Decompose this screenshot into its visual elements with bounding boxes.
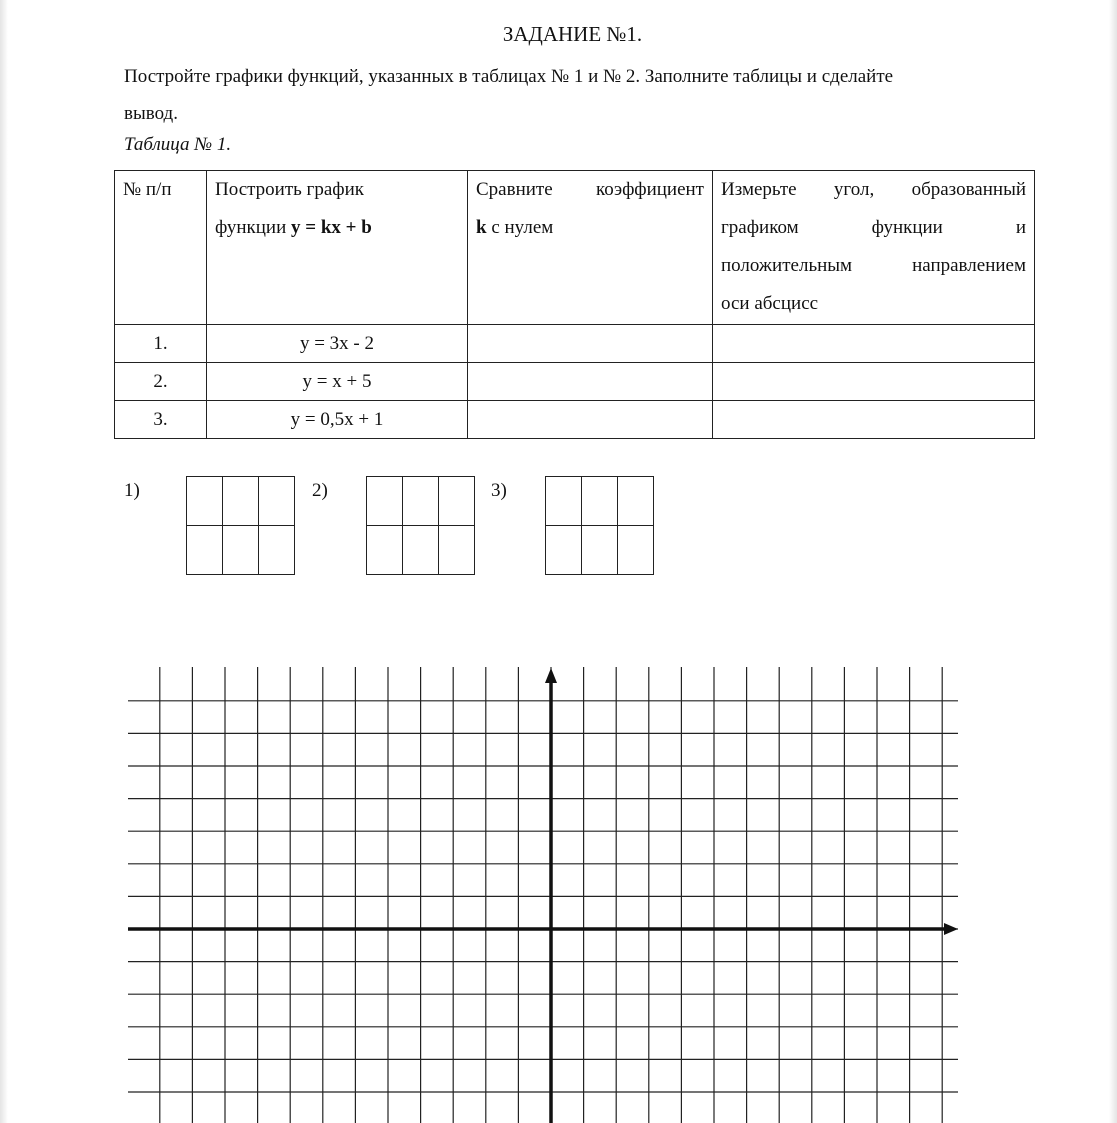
header-k-symbol: k — [476, 217, 487, 238]
header-compare-k-rest: с нулем — [486, 217, 554, 238]
row-number: 3. — [115, 401, 207, 439]
header-angle-line3: положительным направлением — [721, 255, 1026, 276]
grid-lines — [128, 667, 958, 1123]
instructions-line-1: Постройте графики функций, указанных в таблицах № 1 и № 2. Заполните таблицы и сделайте — [124, 66, 894, 87]
header-angle-line1: Измерьте угол, образованный — [721, 179, 1026, 200]
row-function: y = x + 5 — [207, 363, 468, 401]
row-function: y = 3x - 2 — [207, 325, 468, 363]
answer-label-2: 2) — [312, 480, 328, 501]
answer-label-1: 1) — [124, 480, 140, 501]
answer-label-3: 3) — [491, 480, 507, 501]
header-formula: y = kx + b — [291, 217, 372, 238]
x-axis-arrow-icon — [944, 923, 958, 935]
row-number: 1. — [115, 325, 207, 363]
header-angle-line4: оси абсцисс — [721, 293, 819, 314]
row-number: 2. — [115, 363, 207, 401]
y-axis-arrow-icon — [545, 668, 557, 683]
task-title: ЗАДАНИЕ №1. — [502, 22, 643, 46]
header-number-text: № п/п — [123, 179, 172, 200]
instructions-line-2: вывод. — [124, 103, 178, 124]
header-compare-k-line1: Сравните коэффициент — [476, 179, 704, 200]
header-build-graph-line1: Построить график — [215, 179, 364, 200]
table-caption: Таблица № 1. — [124, 134, 232, 155]
row-function: y = 0,5x + 1 — [207, 401, 468, 439]
header-angle-line2: графиком функции и — [721, 217, 1026, 238]
header-build-graph-prefix: функции — [215, 217, 291, 238]
